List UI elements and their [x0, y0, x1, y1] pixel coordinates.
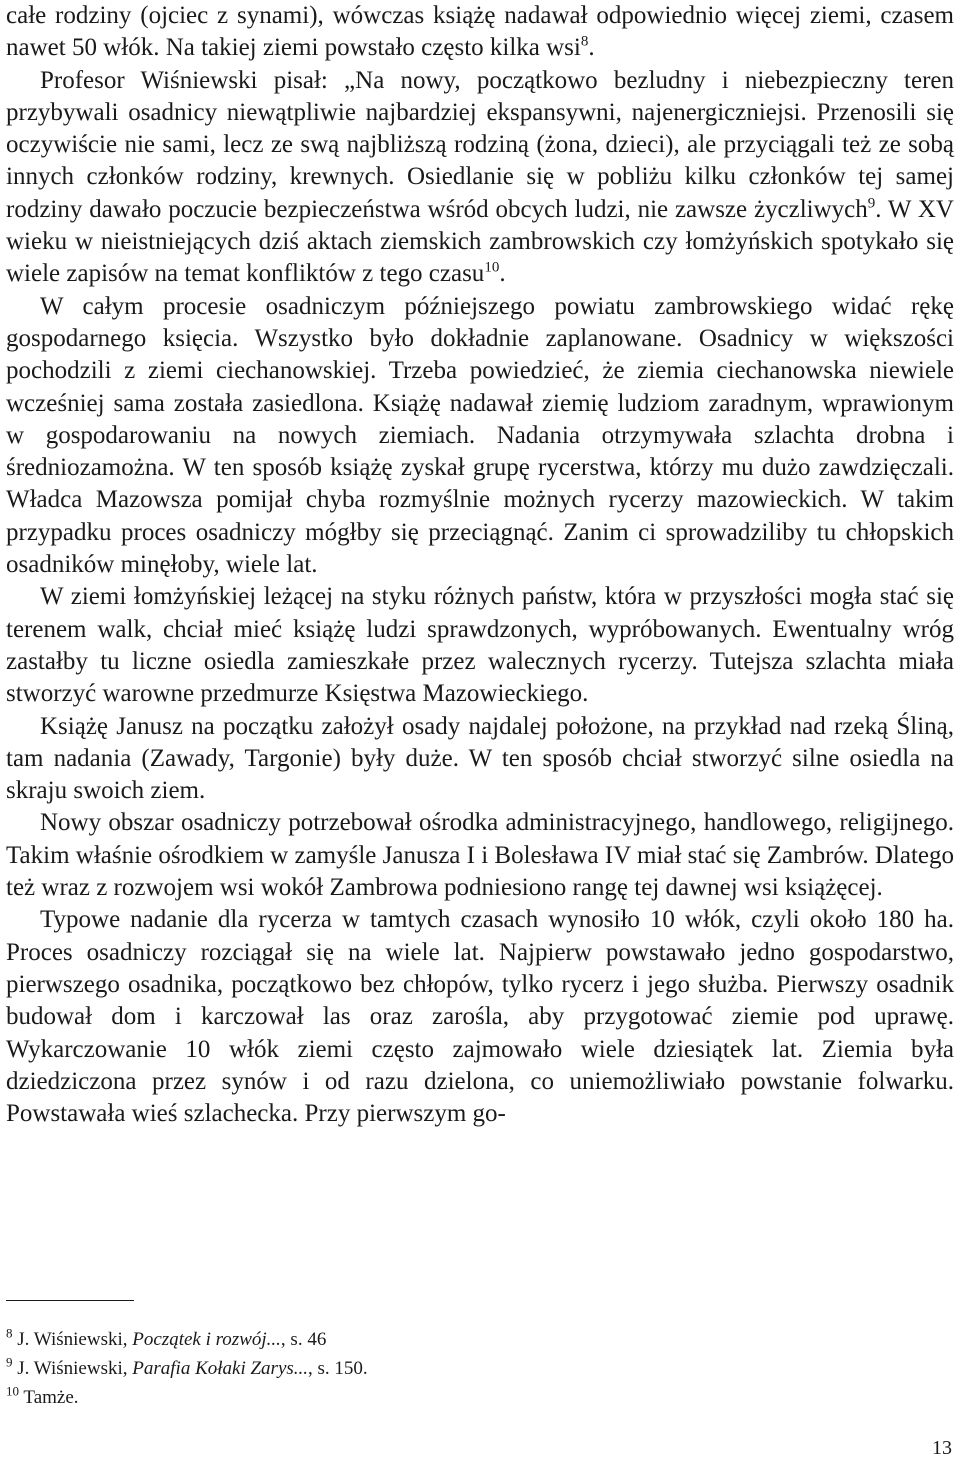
- paragraph-6: Nowy obszar osadniczy potrzebował ośrodka administracyjnego, handlowego, religijnego. Takim właśnie ośrodkiem w zamyśle Janusza I i Bolesława IV miał stać się Zambrów. Dlatego też wraz z rozwojem wsi wokół Zambrowa podniesiono rangę tej dawnej wsi książęcej.: [6, 809, 954, 902]
- paragraph-4: W ziemi łomżyńskiej leżącej na styku różnych państw, która w przyszłości mogła stać się terenem walk, chciał mieć książę ludzi sprawdzonych, wypróbowanych. Ewentualny wróg zastałby tu liczne osiedla zamieszkałe przez walecznych rycerzy. Tutejsza szlachta miała stworzyć warowne przedmurze Księstwa Mazowieckiego.: [6, 583, 954, 708]
- footnote-ref-9: 9: [867, 195, 876, 212]
- paragraph-7: Typowe nadanie dla rycerza w tamtych czasach wynosiło 10 włók, czyli około 180 ha. Proces osadniczy rozciągał się na wiele lat. Najpierw powstawało jedno gospodarstwo, pierwszego osadnika, początkowo bez chłopów, tylko rycerz i jego służba. Pierwszy osadnik budował dom i karczował las oraz zarośla, aby przygotować ziemie pod uprawę. Wykarczowanie 10 włók ziemi często zajmowało wiele dziesiątek lat. Ziemia była dziedziczona przez synów i od razu dzielona, co uniemożliwiało powstanie folwarku. Powstawała wieś szlachecka. Przy pierwszym go-: [6, 906, 954, 1128]
- footnote-9: $^9$ J. Wiśniewski, Parafia Kołaki Zarys..., s. 150.: [6, 1354, 368, 1379]
- paragraph-5: Książę Janusz na początku założył osady najdalej położone, na przykład nad rzeką Śliną, tam nadania (Zawady, Targonie) były duże. W ten sposób chciał stworzyć silne osiedla na skraju swoich ziem.: [6, 712, 954, 805]
- footnote-8: $^8$ J. Wiśniewski, Początek i rozwój..., s. 46: [6, 1325, 327, 1350]
- paragraph-2: Profesor Wiśniewski pisał: „Na nowy, początkowo bezludny i niebezpieczny teren przybywali osadnicy niewątpliwie najbardziej ekspansywni, najenergiczniejsi. Przenosili się oczywiście nie sami, lecz ze swą najbliższą rodziną (żona, dzieci), ale przyciągali też ze sobą innych członków rodziny, krewnych. Osiedlanie się w pobliżu kilku członków tej samej rodziny dawało poczucie bezpieczeństwa wśród obcych ludzi, nie zawsze życzliwych$^9$. W XV wieku w nieistniejących dziś aktach ziemskich zambrowskich czy łomżyńskich spotykało się wiele zapisów na temat konfliktów z tego czasu$^{10}$.: [6, 66, 954, 288]
- paragraph-3: W całym procesie osadniczym późniejszego powiatu zambrowskiego widać rękę gospodarnego księcia. Wszystko było dokładnie zaplanowane. Osadnicy w większości pochodzili z ziemi ciechanowskiej. Trzeba powiedzieć, że ziemia ciechanowska niewiele wcześniej sama została zasiedlona. Książę nadawał ziemię ludziom zaradnym, wprawionym w gospodarowaniu na nowych ziemiach. Nadania otrzymywała szlachta drobna i średniozamożna. W ten sposób książę zyskał grupę rycerstwa, którzy mu dużo zawdzięczali. Władca Mazowsza pomijał chyba rozmyślnie możnych rycerzy mazowieckich. W takim przypadku proces osadniczy mógłby się przeciągnąć. Zanim ci sprowadziliby tu chłopskich osadników minęłoby, wiele lat.: [6, 292, 954, 579]
- main-text: [6, 0, 954, 1130]
- paragraph-1: całe rodziny (ojciec z synami), wówczas książę nadawał odpowiednio więcej ziemi, czasem nawet 50 włók. Na takiej ziemi powstało często kilka wsi$^8$.: [6, 2, 954, 62]
- footnote-ref-8: 8: [580, 33, 589, 50]
- footnote-title: Początek i rozwój...: [132, 1329, 281, 1350]
- footnote-divider: [6, 1300, 134, 1301]
- page-number: 13: [932, 1437, 952, 1459]
- footnote-title: Parafia Kołaki Zarys...: [132, 1358, 309, 1379]
- footnote-ref-10: 10: [484, 260, 500, 277]
- footnotes: [6, 1325, 706, 1412]
- footnote-10: $^{10}$ Tamże.: [6, 1383, 79, 1408]
